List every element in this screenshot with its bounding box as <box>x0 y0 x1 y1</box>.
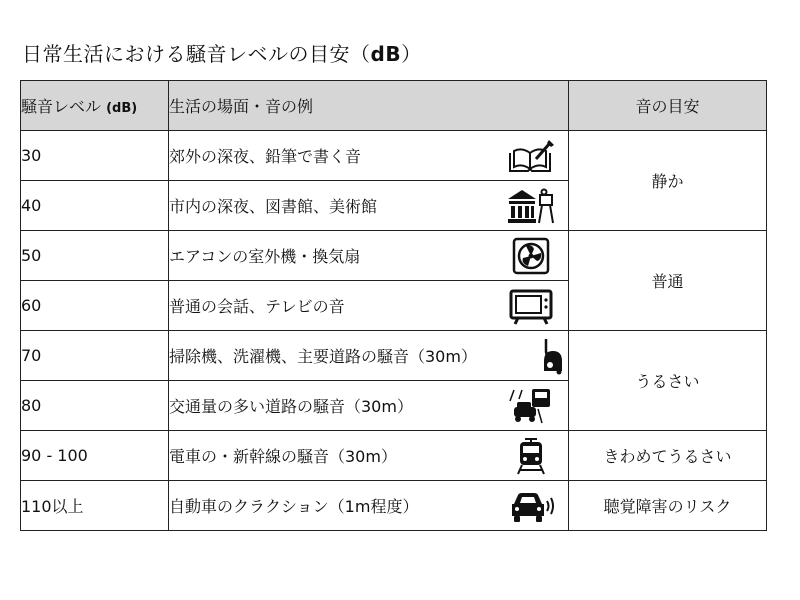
level-cell: 80 <box>21 381 169 431</box>
source-cell <box>169 181 569 231</box>
level-cell: 40 <box>21 181 169 231</box>
source-cell <box>169 381 569 431</box>
level-cell: 70 <box>21 331 169 381</box>
guide-cell: 聴覚障害のリスク <box>569 481 767 531</box>
level-cell: 30 <box>21 131 169 181</box>
header-sound-examples: 生活の場面・音の例 <box>169 81 569 131</box>
level-cell: 110以上 <box>21 481 169 531</box>
source-text: エアコンの室外機・換気扇 <box>169 247 361 266</box>
source-text: 掃除機、洗濯機、主要道路の騒音（30m） <box>169 347 477 366</box>
table-header-row <box>21 81 767 131</box>
title-main: 日常生活における騒音レベルの目安（ <box>22 42 371 66</box>
header-noise-level <box>21 81 169 131</box>
pencil-writing-icon <box>506 137 556 175</box>
source-cell <box>169 331 569 381</box>
source-text: 電車の・新幹線の騒音（30m） <box>169 447 397 466</box>
level-cell: 90 - 100 <box>21 431 169 481</box>
level-cell: 60 <box>21 281 169 331</box>
noise-level-table <box>20 80 767 531</box>
source-text: 自動車のクラクション（1m程度） <box>169 497 419 516</box>
source-text: 交通量の多い道路の騒音（30m） <box>169 397 413 416</box>
source-cell <box>169 231 569 281</box>
source-text: 普通の会話、テレビの音 <box>169 297 345 316</box>
museum-easel-icon <box>506 187 556 225</box>
guide-cell: 普通 <box>569 231 767 331</box>
vacuum-cleaner-icon <box>538 337 564 375</box>
table-row <box>21 431 767 481</box>
page-title <box>22 38 422 67</box>
car-horn-icon <box>506 487 556 525</box>
title-close: ） <box>401 42 422 66</box>
guide-cell: きわめてうるさい <box>569 431 767 481</box>
train-icon <box>506 437 556 475</box>
header-sound-guide: 音の目安 <box>569 81 767 131</box>
traffic-icon <box>506 387 556 425</box>
source-cell <box>169 481 569 531</box>
header-level-label: 騒音レベル <box>21 97 107 116</box>
ventilation-fan-icon <box>506 237 556 275</box>
table-row <box>21 231 767 281</box>
level-cell: 50 <box>21 231 169 281</box>
table-row <box>21 481 767 531</box>
header-level-unit: (dB) <box>106 101 138 116</box>
source-cell <box>169 131 569 181</box>
guide-cell: 静か <box>569 131 767 231</box>
table-row <box>21 331 767 381</box>
television-icon <box>506 287 556 325</box>
guide-cell: うるさい <box>569 331 767 431</box>
source-cell <box>169 431 569 481</box>
source-text: 市内の深夜、図書館、美術館 <box>169 197 378 216</box>
source-text: 郊外の深夜、鉛筆で書く音 <box>169 147 362 166</box>
table-row <box>21 131 767 181</box>
source-cell <box>169 281 569 331</box>
title-unit: dB <box>370 42 402 66</box>
